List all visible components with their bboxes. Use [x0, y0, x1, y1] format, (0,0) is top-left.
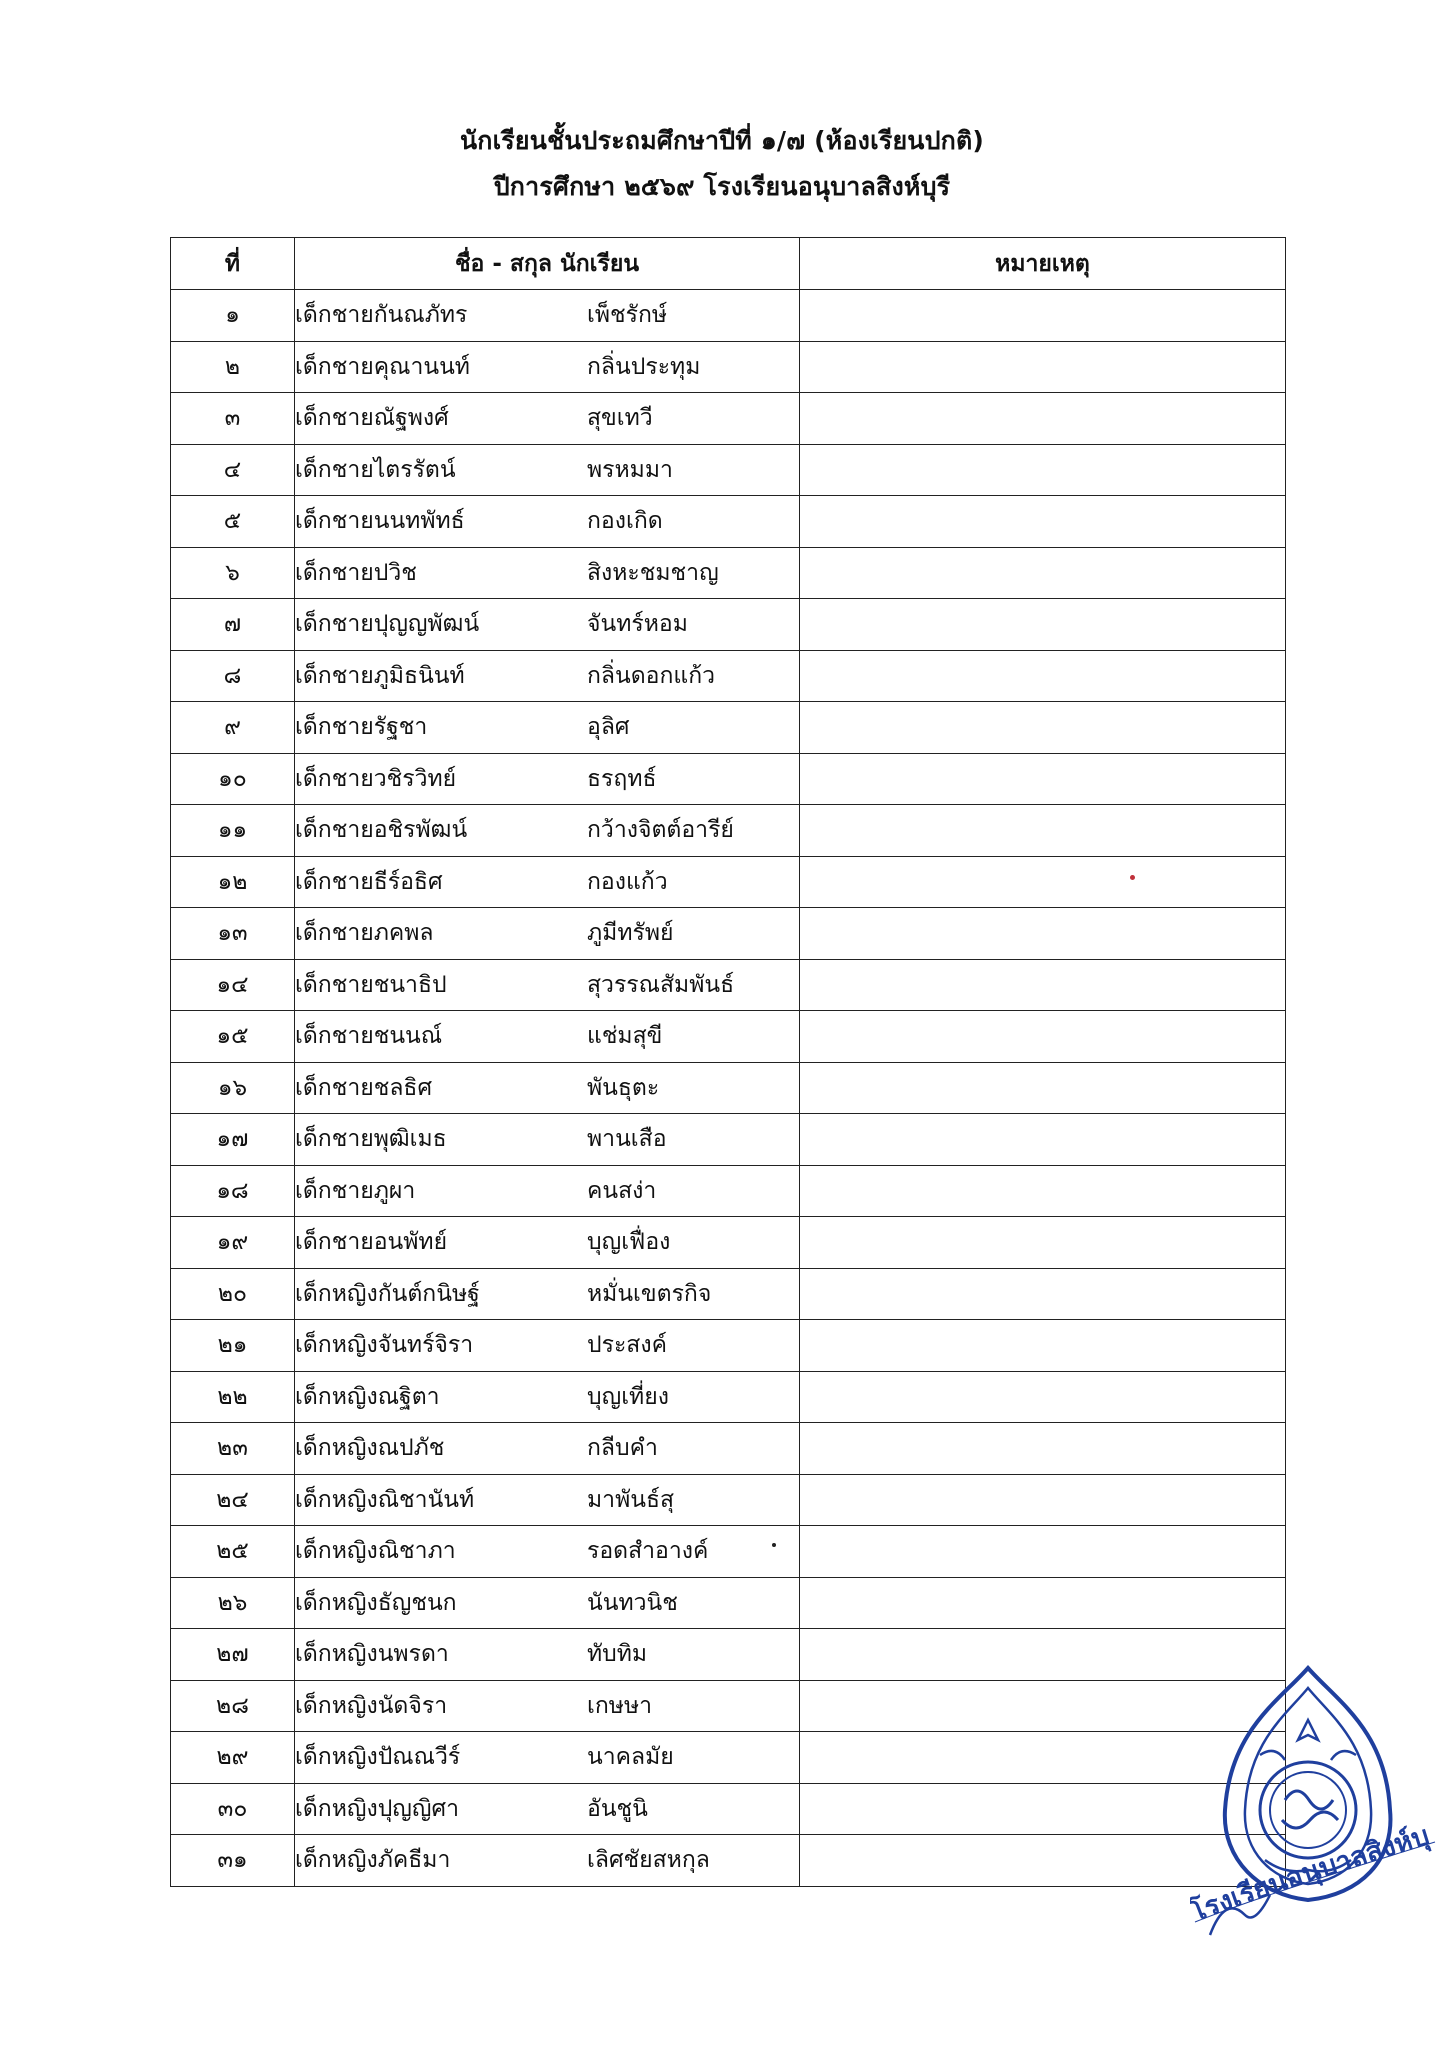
student-name [295, 1526, 800, 1578]
row-number: ๑๐ [171, 753, 295, 805]
remark-cell [800, 959, 1286, 1011]
student-first-name: เด็กหญิงนพรดา [295, 1641, 449, 1668]
student-first-name: เด็กหญิงณฐิตา [295, 1383, 440, 1410]
row-number: ๒๙ [171, 1732, 295, 1784]
row-number: ๒ [171, 341, 295, 393]
student-first-name: เด็กหญิงจันทร์จิรา [295, 1332, 474, 1359]
table-row [171, 1320, 1286, 1372]
student-first-name: เด็กชายอชิรพัฒน์ [295, 817, 468, 844]
table-row [171, 805, 1286, 857]
table-row [171, 1011, 1286, 1063]
student-last-name: พันธุตะ [587, 1074, 660, 1101]
row-number: ๒๓ [171, 1423, 295, 1475]
student-last-name: พานเสือ [587, 1126, 667, 1153]
table-row [171, 1165, 1286, 1217]
table-row [171, 393, 1286, 445]
header-number: ที่ [171, 238, 295, 290]
student-name [295, 290, 800, 342]
row-number: ๑๖ [171, 1062, 295, 1114]
student-last-name: มาพันธ์สุ [587, 1486, 675, 1513]
row-number: ๑๑ [171, 805, 295, 857]
table-row [171, 1423, 1286, 1475]
student-last-name: นันทวนิช [587, 1589, 678, 1616]
student-first-name: เด็กหญิงณิชานันท์ [295, 1486, 475, 1513]
student-name [295, 650, 800, 702]
student-name [295, 908, 800, 960]
student-name [295, 599, 800, 651]
table-row [171, 1474, 1286, 1526]
student-first-name: เด็กหญิงณิชาภา [295, 1538, 456, 1565]
student-last-name: กว้างจิตต์อารีย์ [587, 817, 734, 844]
row-number: ๑๙ [171, 1217, 295, 1269]
student-last-name: อุลิศ [587, 714, 630, 741]
table-row [171, 341, 1286, 393]
remark-cell [800, 1577, 1286, 1629]
remark-cell [800, 1474, 1286, 1526]
remark-cell [800, 1320, 1286, 1372]
table-row [171, 1526, 1286, 1578]
remark-cell [800, 1165, 1286, 1217]
table-row [171, 599, 1286, 651]
table-row [171, 496, 1286, 548]
student-first-name: เด็กหญิงกันต์กนิษฐ์ [295, 1280, 480, 1307]
student-last-name: กลีบคำ [587, 1435, 658, 1462]
remark-cell [800, 393, 1286, 445]
student-last-name: เกษษา [587, 1692, 653, 1719]
student-name [295, 444, 800, 496]
row-number: ๔ [171, 444, 295, 496]
student-first-name: เด็กหญิงนัดจิรา [295, 1692, 448, 1719]
student-first-name: เด็กชายนนทพัทธ์ [295, 508, 465, 535]
remark-cell [800, 599, 1286, 651]
student-first-name: เด็กชายภคพล [295, 920, 434, 947]
student-first-name: เด็กชายวชิรวิทย์ [295, 765, 457, 792]
student-name [295, 496, 800, 548]
student-name [295, 959, 800, 1011]
student-first-name: เด็กชายธีร์อธิศ [295, 868, 443, 895]
student-roster-table [170, 237, 1286, 1887]
student-name [295, 1011, 800, 1063]
row-number: ๑๔ [171, 959, 295, 1011]
title-line-2: ปีการศึกษา ๒๕๖๙ โรงเรียนอนุบาลสิงห์บุรี [493, 172, 951, 201]
row-number: ๒๗ [171, 1629, 295, 1681]
student-first-name: เด็กชายชนาธิป [295, 971, 447, 998]
remark-cell [800, 1217, 1286, 1269]
student-first-name: เด็กหญิงธัญชนก [295, 1589, 457, 1616]
remark-cell [800, 1062, 1286, 1114]
row-number: ๒๖ [171, 1577, 295, 1629]
table-row [171, 1217, 1286, 1269]
remark-cell [800, 856, 1286, 908]
row-number: ๑ [171, 290, 295, 342]
student-last-name: พรหมมา [587, 456, 673, 483]
student-name [295, 1783, 800, 1835]
school-seal [1190, 1660, 1440, 1940]
student-last-name: นาคลมัย [587, 1744, 674, 1771]
table-row [171, 1629, 1286, 1681]
remark-cell [800, 1268, 1286, 1320]
student-last-name: บุญเฟื่อง [587, 1229, 671, 1256]
row-number: ๘ [171, 650, 295, 702]
table-row [171, 444, 1286, 496]
student-name [295, 1835, 800, 1887]
student-last-name: ทับทิม [587, 1641, 648, 1668]
row-number: ๒๕ [171, 1526, 295, 1578]
table-row [171, 290, 1286, 342]
remark-cell [800, 1423, 1286, 1475]
document-title [0, 118, 1444, 210]
student-name [295, 341, 800, 393]
student-last-name: ภูมีทรัพย์ [587, 920, 674, 947]
remark-cell [800, 290, 1286, 342]
row-number: ๕ [171, 496, 295, 548]
student-first-name: เด็กชายปุญญพัฒน์ [295, 611, 480, 638]
row-number: ๓ [171, 393, 295, 445]
row-number: ๑๕ [171, 1011, 295, 1063]
student-name [295, 1680, 800, 1732]
student-last-name: กองเกิด [587, 508, 663, 535]
student-first-name: เด็กชายภูมิธนินท์ [295, 662, 465, 689]
table-header-row [171, 238, 1286, 290]
student-name [295, 702, 800, 754]
table-row [171, 1114, 1286, 1166]
header-remark: หมายเหตุ [800, 238, 1286, 290]
student-name [295, 547, 800, 599]
student-first-name: เด็กชายชลธิศ [295, 1074, 433, 1101]
row-number: ๒๘ [171, 1680, 295, 1732]
student-name [295, 856, 800, 908]
table-row [171, 702, 1286, 754]
student-first-name: เด็กชายรัฐชา [295, 714, 428, 741]
ink-mark [1130, 875, 1135, 880]
student-last-name: เลิศชัยสหกุล [587, 1847, 710, 1874]
remark-cell [800, 908, 1286, 960]
student-name [295, 1165, 800, 1217]
table-row [171, 753, 1286, 805]
remark-cell [800, 444, 1286, 496]
table-row [171, 650, 1286, 702]
remark-cell [800, 1526, 1286, 1578]
table-row [171, 1371, 1286, 1423]
student-last-name: ธรฤทธ์ [587, 765, 657, 792]
row-number: ๑๒ [171, 856, 295, 908]
student-first-name: เด็กชายไตรรัตน์ [295, 456, 456, 483]
row-number: ๒๔ [171, 1474, 295, 1526]
table-row [171, 547, 1286, 599]
table-row [171, 1062, 1286, 1114]
student-last-name: ประสงค์ [587, 1332, 667, 1359]
student-name [295, 1114, 800, 1166]
student-last-name: สิงหะชมชาญ [587, 559, 719, 586]
student-name [295, 1577, 800, 1629]
student-last-name: สุขเทวี [587, 405, 653, 432]
student-first-name: เด็กชายภูผา [295, 1177, 416, 1204]
row-number: ๒๒ [171, 1371, 295, 1423]
row-number: ๑๓ [171, 908, 295, 960]
remark-cell [800, 496, 1286, 548]
table-row [171, 1577, 1286, 1629]
student-name [295, 1320, 800, 1372]
table-body [171, 290, 1286, 1887]
remark-cell [800, 702, 1286, 754]
student-name [295, 805, 800, 857]
student-first-name: เด็กหญิงณปภัช [295, 1435, 445, 1462]
student-last-name: กลิ่นดอกแก้ว [587, 662, 716, 689]
student-first-name: เด็กหญิงภัคธีมา [295, 1847, 451, 1874]
student-name [295, 393, 800, 445]
row-number: ๒๑ [171, 1320, 295, 1372]
header-name: ชื่อ - สกุล นักเรียน [295, 238, 800, 290]
student-last-name: กลิ่นประทุม [587, 353, 701, 380]
student-last-name: รอดสำอางค์ [587, 1538, 709, 1565]
student-name [295, 1268, 800, 1320]
remark-cell [800, 1011, 1286, 1063]
student-name [295, 753, 800, 805]
row-number: ๑๘ [171, 1165, 295, 1217]
table-row [171, 1835, 1286, 1887]
table-row [171, 1268, 1286, 1320]
student-name [295, 1474, 800, 1526]
student-first-name: เด็กชายคุณานนท์ [295, 353, 470, 380]
student-name [295, 1423, 800, 1475]
remark-cell [800, 1371, 1286, 1423]
row-number: ๑๗ [171, 1114, 295, 1166]
student-first-name: เด็กชายชนนณ์ [295, 1023, 443, 1050]
student-first-name: เด็กชายกันณภัทร [295, 302, 468, 329]
student-name [295, 1062, 800, 1114]
student-first-name: เด็กชายพุฒิเมธ [295, 1126, 447, 1153]
student-last-name: อันชูนิ [587, 1795, 648, 1822]
row-number: ๗ [171, 599, 295, 651]
table-row [171, 959, 1286, 1011]
student-last-name: บุญเที่ยง [587, 1383, 669, 1410]
student-last-name: กองแก้ว [587, 868, 668, 895]
student-last-name: หมั่นเขตรกิจ [587, 1280, 712, 1307]
student-last-name: คนสง่า [587, 1177, 657, 1204]
remark-cell [800, 650, 1286, 702]
student-name [295, 1629, 800, 1681]
row-number: ๒๐ [171, 1268, 295, 1320]
student-last-name: เพ็ชรักษ์ [587, 302, 668, 329]
student-name [295, 1371, 800, 1423]
student-name [295, 1217, 800, 1269]
table-row [171, 1783, 1286, 1835]
remark-cell [800, 341, 1286, 393]
student-first-name: เด็กหญิงปุญญิศา [295, 1795, 460, 1822]
row-number: ๓๐ [171, 1783, 295, 1835]
student-first-name: เด็กชายปวิช [295, 559, 417, 586]
student-last-name: แช่มสุขี [587, 1023, 663, 1050]
student-last-name: จันทร์หอม [587, 611, 688, 638]
remark-cell [800, 805, 1286, 857]
ink-dot [772, 1543, 776, 1547]
row-number: ๙ [171, 702, 295, 754]
table-row [171, 856, 1286, 908]
student-name [295, 1732, 800, 1784]
row-number: ๖ [171, 547, 295, 599]
student-first-name: เด็กหญิงปัณณวีร์ [295, 1744, 461, 1771]
student-first-name: เด็กชายณัฐพงศ์ [295, 405, 449, 432]
student-first-name: เด็กชายอนพัทย์ [295, 1229, 448, 1256]
remark-cell [800, 1114, 1286, 1166]
student-last-name: สุวรรณสัมพันธ์ [587, 971, 735, 998]
seal-text: รงเรียนอนุบาลสิงห์บุ [1200, 1820, 1434, 1924]
remark-cell [800, 547, 1286, 599]
table-row [171, 1680, 1286, 1732]
title-line-1: นักเรียนชั้นประถมศึกษาปีที่ ๑/๗ (ห้องเรียนปกติ) [459, 126, 985, 155]
table-row [171, 1732, 1286, 1784]
seal-emblem-icon [1190, 1660, 1440, 1940]
table-row [171, 908, 1286, 960]
row-number: ๓๑ [171, 1835, 295, 1887]
remark-cell [800, 753, 1286, 805]
